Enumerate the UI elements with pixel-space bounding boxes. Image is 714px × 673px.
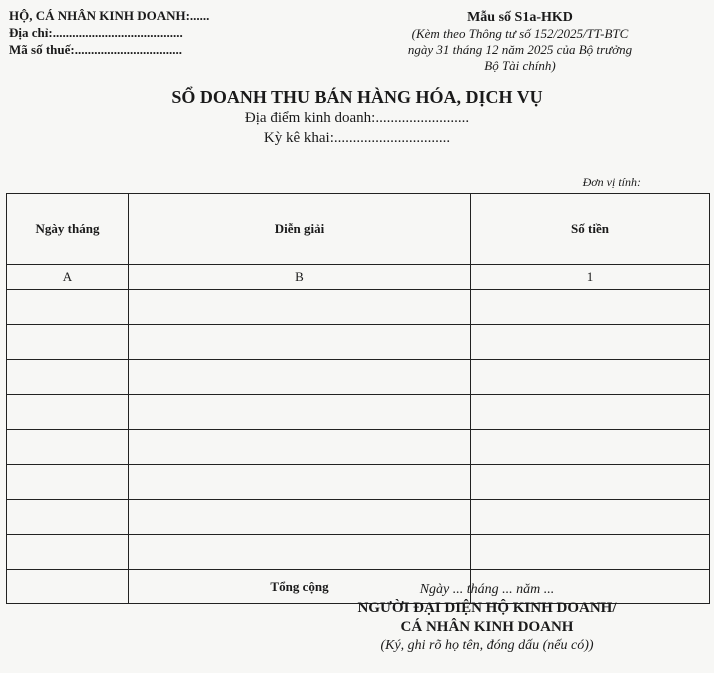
total-date-cell	[7, 570, 129, 604]
table-cell[interactable]	[471, 535, 710, 570]
table-header-row	[7, 194, 710, 265]
table-row	[7, 465, 710, 500]
table-cell[interactable]	[471, 360, 710, 395]
business-name-line: HỘ, CÁ NHÂN KINH DOANH:......	[9, 8, 210, 23]
table-cell[interactable]	[7, 430, 129, 465]
table-cell[interactable]	[7, 535, 129, 570]
form-note-line-3: Bộ Tài chính)	[484, 58, 556, 73]
table-cell[interactable]	[7, 325, 129, 360]
table-cell[interactable]	[471, 430, 710, 465]
revenue-ledger-table	[6, 193, 710, 604]
table-row	[7, 360, 710, 395]
signature-date: Ngày ... tháng ... năm ...	[419, 582, 555, 597]
table-cell[interactable]	[471, 325, 710, 360]
table-row	[7, 290, 710, 325]
table-cell[interactable]	[129, 535, 471, 570]
declaration-period-line: Kỳ kê khai:...............................	[263, 130, 451, 146]
table-cell[interactable]	[129, 360, 471, 395]
table-row	[7, 325, 710, 360]
index-b: B	[129, 265, 471, 290]
header-description: Diễn giải	[129, 194, 471, 265]
business-location-line: Địa điểm kinh doanh:.........................	[244, 110, 470, 126]
index-a: A	[7, 265, 129, 290]
table-row	[7, 500, 710, 535]
table-cell[interactable]	[7, 465, 129, 500]
table-cell[interactable]	[471, 500, 710, 535]
signature-note: (Ký, ghi rõ họ tên, đóng dấu (nếu có))	[380, 638, 594, 653]
table-cell[interactable]	[471, 290, 710, 325]
table-cell[interactable]	[7, 360, 129, 395]
table-cell[interactable]	[7, 395, 129, 430]
table-row	[7, 395, 710, 430]
form-note-line-1: (Kèm theo Thông tư số 152/2025/TT-BTC	[411, 26, 629, 41]
table-cell[interactable]	[7, 500, 129, 535]
form-note-line-2: ngày 31 tháng 12 năm 2025 của Bộ trưởng	[407, 42, 633, 57]
tax-code-line: Mã số thuế:.................................	[9, 42, 182, 57]
total-label: Tổng cộng	[129, 570, 471, 604]
table-cell[interactable]	[129, 290, 471, 325]
table-cell[interactable]	[129, 500, 471, 535]
index-1: 1	[471, 265, 710, 290]
form-code: Mẫu số S1a-HKD	[467, 10, 573, 25]
address-line: Địa chỉ:........................................	[9, 25, 183, 40]
table-cell[interactable]	[471, 465, 710, 500]
signer-title-line-1: NGƯỜI ĐẠI DIỆN HỘ KINH DOANH/	[357, 600, 617, 616]
table-row	[7, 535, 710, 570]
business-info-block	[9, 7, 209, 58]
table-row	[7, 430, 710, 465]
table-cell[interactable]	[129, 395, 471, 430]
table-cell[interactable]	[129, 430, 471, 465]
column-index-row	[7, 265, 710, 290]
table-cell[interactable]	[129, 325, 471, 360]
header-amount: Số tiền	[471, 194, 710, 265]
document-title: SỔ DOANH THU BÁN HÀNG HÓA, DỊCH VỤ	[171, 87, 543, 107]
form-reference-block	[370, 10, 670, 74]
table-cell[interactable]	[129, 465, 471, 500]
table-cell[interactable]	[471, 395, 710, 430]
unit-label: Đơn vị tính:	[582, 175, 641, 189]
header-date: Ngày tháng	[7, 194, 129, 265]
signer-title-line-2: CÁ NHÂN KINH DOANH	[400, 619, 574, 635]
table-cell[interactable]	[7, 290, 129, 325]
